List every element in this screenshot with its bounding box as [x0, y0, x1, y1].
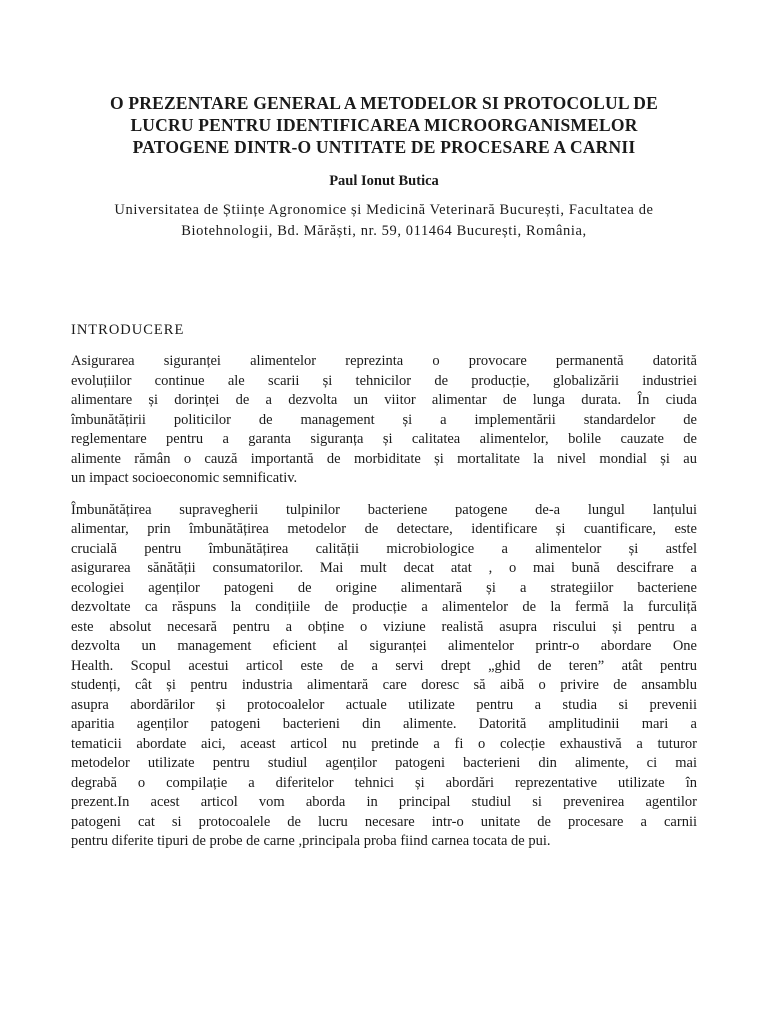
- paragraph-line: reglementare pentru a garanta siguranța și calitatea alimentelor, bolile cauzate de: [71, 431, 697, 447]
- paragraph-line: tematicii abordate aici, aceast articol nu pretinde a fi o colecție exhaustivă a tuturor: [71, 735, 697, 752]
- paragraph-line: ecologiei agenților patogeni de origine alimentară și a strategiilor bacteriene: [71, 579, 697, 596]
- paragraph-line: crucială pentru îmbunătățirea calității microbiologice a alimentelor și astfel: [71, 540, 697, 557]
- paragraph-line: asigurarea sănătății consumatorilor. Mai mult decat atat , o mai bună descifrare a: [71, 560, 697, 576]
- paragraph-line: evoluțiilor continue ale scarii și tehnicilor de producție, globalizării industriei: [71, 372, 697, 389]
- paragraph-line: dezvolta un management eficient al siguranței alimentelor printr-o abordare One: [71, 638, 697, 654]
- paragraph-line: patogeni cat si protocoalele de lucru necesare intr-o unitate de procesare a carnii: [71, 813, 697, 830]
- title-line: LUCRU PENTRU IDENTIFICAREA MICROORGANISMELOR: [130, 115, 638, 135]
- paragraph-line: studenți, cât și pentru industria alimentară care doresc să aibă o privire de ansamblu: [71, 677, 697, 693]
- section-heading-introducere: INTRODUCERE: [71, 322, 185, 338]
- paragraph-line: Health. Scopul acestui articol este de a servi drept „ghid de teren” atât pentru: [71, 657, 697, 674]
- paragraph-line: un impact socioeconomic semnificativ.: [71, 470, 298, 486]
- paragraph-line: dezvoltate ca răspuns la condițiile de producție a alimentelor de la fermă la furculiță: [71, 599, 697, 615]
- document-page: [71, 92, 697, 852]
- paragraph-line: îmbunătățirii politicilor de management și a implementării standardelor de: [71, 411, 697, 428]
- affiliation: [71, 200, 697, 242]
- paragraph-line: aparitia agenților patogeni bacterieni din alimente. Datorită amplitudinii mari a: [71, 716, 697, 732]
- paragraph-line: pentru diferite tipuri de probe de carne ,principala proba fiind carnea tocata de pui.: [71, 833, 551, 849]
- paper-title: [71, 92, 697, 158]
- affiliation-line: Universitatea de Științe Agronomice și Medicină Veterinară București, Facultatea de: [114, 202, 654, 218]
- title-line: O PREZENTARE GENERAL A METODELOR SI PROTOCOLUL DE: [109, 93, 659, 113]
- paragraph-line: alimentar, prin îmbunătățirea metodelor de detectare, identificare și cuantificare, este: [71, 521, 697, 537]
- paragraph-line: alimentare și dorinței de a dezvolta un viitor alimentar de lunga durata. În ciuda: [71, 392, 697, 408]
- paragraph-line: alimente rămân o cauză importantă de morbiditate și mortalitate la nivel mondial și au: [71, 450, 697, 467]
- paragraph-line: degrabă o compilație a diferitelor tehnici și abordări reprezentative utilizate în: [71, 774, 697, 791]
- paragraph-line: prezent.In acest articol vom aborda in principal studiul si prevenirea agentilor: [71, 794, 697, 810]
- paragraph-line: Asigurarea siguranței alimentelor reprezinta o provocare permanentă datorită: [71, 353, 697, 369]
- paragraph-line: Îmbunătățirea supravegherii tulpinilor bacteriene patogene de-a lungul lanțului: [71, 501, 697, 518]
- paragraph-line: este absolut necesară pentru a obține o viziune realistă asupra riscului și pentru a: [71, 618, 697, 635]
- paragraph-line: asupra abordărilor și protocoalelor actuale utilizate pentru a studia si prevenii: [71, 696, 697, 713]
- author-name: Paul Ionut Butica: [329, 173, 439, 189]
- paragraph-2: [71, 501, 697, 852]
- paragraph-line: metodelor utilizate pentru studiul agenților patogeni bacterieni din alimente, ci mai: [71, 755, 697, 771]
- affiliation-line: Biotehnologii, Bd. Mărăști, nr. 59, 011464 București, România,: [181, 223, 587, 239]
- title-line: PATOGENE DINTR-O UNTITATE DE PROCESARE A CARNII: [132, 137, 636, 157]
- paragraph-1: [71, 352, 697, 489]
